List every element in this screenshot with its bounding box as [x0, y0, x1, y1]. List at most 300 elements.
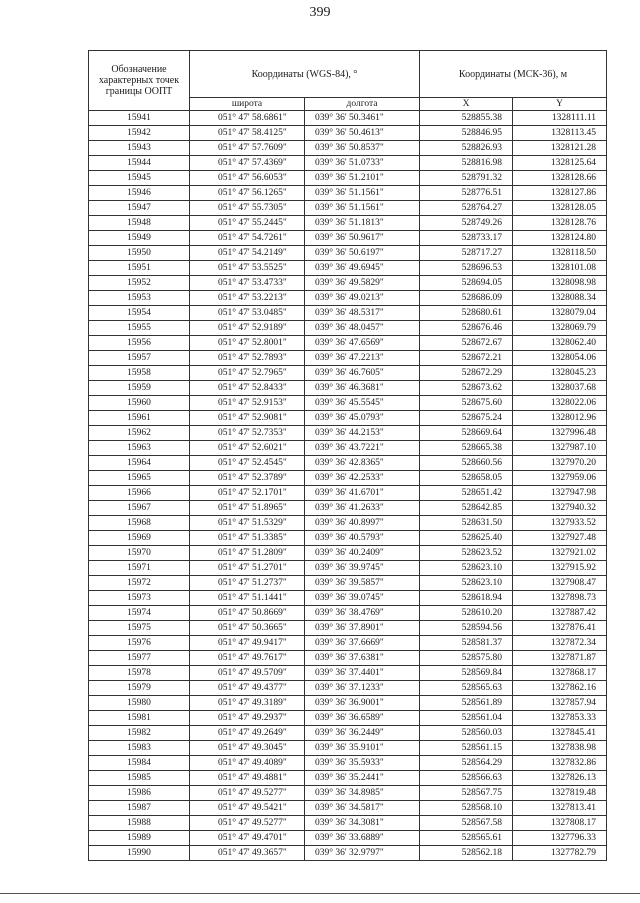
table-row: [89, 591, 607, 606]
page-number: 399: [309, 5, 331, 20]
y-cell: 1328128.05: [513, 201, 607, 216]
x-cell: 528658.05: [420, 471, 513, 486]
point-id-cell: 15964: [89, 456, 190, 471]
designation-column-header: Обозначение характерных точек границы ООПТ: [89, 51, 190, 111]
longitude-cell: 039° 36' 47.2213": [305, 351, 420, 366]
table-row: [89, 831, 607, 846]
y-cell: 1327862.16: [513, 681, 607, 696]
latitude-cell: 051° 47' 51.1441": [190, 591, 305, 606]
table-row: [89, 756, 607, 771]
point-id-cell: 15943: [89, 141, 190, 156]
table-row: [89, 606, 607, 621]
y-cell: 1327871.87: [513, 651, 607, 666]
x-cell: 528561.15: [420, 741, 513, 756]
table-row: [89, 336, 607, 351]
longitude-cell: 039° 36' 51.1561": [305, 201, 420, 216]
table-header: [89, 51, 607, 111]
latitude-subheader: широта: [190, 98, 305, 111]
longitude-cell: 039° 36' 50.4613": [305, 126, 420, 141]
table-row: [89, 426, 607, 441]
longitude-cell: 039° 36' 50.3461": [305, 111, 420, 126]
table-row: [89, 651, 607, 666]
latitude-cell: 051° 47' 51.3385": [190, 531, 305, 546]
longitude-cell: 039° 36' 42.8365": [305, 456, 420, 471]
y-cell: 1327970.20: [513, 456, 607, 471]
latitude-cell: 051° 47' 49.9417": [190, 636, 305, 651]
y-cell: 1328128.76: [513, 216, 607, 231]
y-cell: 1327887.42: [513, 606, 607, 621]
x-cell: 528717.27: [420, 246, 513, 261]
latitude-cell: 051° 47' 56.6053": [190, 171, 305, 186]
y-cell: 1327845.41: [513, 726, 607, 741]
x-cell: 528631.50: [420, 516, 513, 531]
y-cell: 1327796.33: [513, 831, 607, 846]
longitude-cell: 039° 36' 36.2449": [305, 726, 420, 741]
y-cell: 1328062.40: [513, 336, 607, 351]
point-id-cell: 15957: [89, 351, 190, 366]
table-row: [89, 681, 607, 696]
point-id-cell: 15976: [89, 636, 190, 651]
table-row: [89, 141, 607, 156]
latitude-cell: 051° 47' 51.2737": [190, 576, 305, 591]
longitude-cell: 039° 36' 46.7605": [305, 366, 420, 381]
y-cell: 1328111.11: [513, 111, 607, 126]
x-cell: 528594.56: [420, 621, 513, 636]
longitude-cell: 039° 36' 37.4401": [305, 666, 420, 681]
point-id-cell: 15970: [89, 546, 190, 561]
x-cell: 528567.75: [420, 786, 513, 801]
table-row: [89, 201, 607, 216]
longitude-cell: 039° 36' 50.9617": [305, 231, 420, 246]
y-cell: 1327819.48: [513, 786, 607, 801]
longitude-cell: 039° 36' 37.6381": [305, 651, 420, 666]
point-id-cell: 15984: [89, 756, 190, 771]
table-row: [89, 501, 607, 516]
x-cell: 528676.46: [420, 321, 513, 336]
point-id-cell: 15990: [89, 846, 190, 861]
latitude-cell: 051° 47' 49.5421": [190, 801, 305, 816]
y-cell: 1327872.34: [513, 636, 607, 651]
longitude-cell: 039° 36' 39.0745": [305, 591, 420, 606]
point-id-cell: 15969: [89, 531, 190, 546]
table-row: [89, 396, 607, 411]
table-row: [89, 696, 607, 711]
table-row: [89, 846, 607, 861]
latitude-cell: 051° 47' 49.7617": [190, 651, 305, 666]
table-row: [89, 291, 607, 306]
longitude-cell: 039° 36' 47.6569": [305, 336, 420, 351]
longitude-cell: 039° 36' 49.0213": [305, 291, 420, 306]
table-row: [89, 456, 607, 471]
point-id-cell: 15958: [89, 366, 190, 381]
point-id-cell: 15987: [89, 801, 190, 816]
point-id-cell: 15973: [89, 591, 190, 606]
latitude-cell: 051° 47' 49.5709": [190, 666, 305, 681]
latitude-cell: 051° 47' 52.8001": [190, 336, 305, 351]
x-cell: 528675.60: [420, 396, 513, 411]
x-cell: 528696.53: [420, 261, 513, 276]
y-cell: 1327808.17: [513, 816, 607, 831]
table-row: [89, 576, 607, 591]
x-cell: 528846.95: [420, 126, 513, 141]
point-id-cell: 15960: [89, 396, 190, 411]
longitude-cell: 039° 36' 32.9797": [305, 846, 420, 861]
latitude-cell: 051° 47' 49.5277": [190, 786, 305, 801]
y-cell: 1328098.98: [513, 276, 607, 291]
x-cell: 528672.29: [420, 366, 513, 381]
latitude-cell: 051° 47' 49.5277": [190, 816, 305, 831]
latitude-cell: 051° 47' 52.9189": [190, 321, 305, 336]
table-row: [89, 306, 607, 321]
longitude-cell: 039° 36' 51.0733": [305, 156, 420, 171]
x-cell: 528749.26: [420, 216, 513, 231]
point-id-cell: 15944: [89, 156, 190, 171]
y-cell: 1328012.96: [513, 411, 607, 426]
longitude-cell: 039° 36' 34.3081": [305, 816, 420, 831]
longitude-cell: 039° 36' 48.5317": [305, 306, 420, 321]
y-cell: 1328101.08: [513, 261, 607, 276]
table-row: [89, 471, 607, 486]
y-cell: 1328121.28: [513, 141, 607, 156]
point-id-cell: 15971: [89, 561, 190, 576]
table-row: [89, 711, 607, 726]
longitude-cell: 039° 36' 40.2409": [305, 546, 420, 561]
y-cell: 1327832.86: [513, 756, 607, 771]
longitude-cell: 039° 36' 41.2633": [305, 501, 420, 516]
point-id-cell: 15988: [89, 816, 190, 831]
latitude-cell: 051° 47' 55.7305": [190, 201, 305, 216]
longitude-cell: 039° 36' 35.9101": [305, 741, 420, 756]
longitude-cell: 039° 36' 40.8997": [305, 516, 420, 531]
x-cell: 528560.03: [420, 726, 513, 741]
point-id-cell: 15949: [89, 231, 190, 246]
latitude-cell: 051° 47' 51.2809": [190, 546, 305, 561]
y-cell: 1327959.06: [513, 471, 607, 486]
latitude-cell: 051° 47' 52.9153": [190, 396, 305, 411]
coordinates-table: [88, 50, 607, 861]
msk36-column-header: Координаты (МСК-36), м: [420, 51, 607, 98]
latitude-cell: 051° 47' 52.6021": [190, 441, 305, 456]
latitude-cell: 051° 47' 52.9081": [190, 411, 305, 426]
longitude-cell: 039° 36' 38.4769": [305, 606, 420, 621]
point-id-cell: 15956: [89, 336, 190, 351]
table-row: [89, 411, 607, 426]
latitude-cell: 051° 47' 52.7353": [190, 426, 305, 441]
table-row: [89, 261, 607, 276]
x-cell: 528675.24: [420, 411, 513, 426]
y-cell: 1327987.10: [513, 441, 607, 456]
y-subheader: Y: [513, 98, 607, 111]
table-row: [89, 246, 607, 261]
table-row: [89, 216, 607, 231]
longitude-cell: 039° 36' 39.9745": [305, 561, 420, 576]
table-row: [89, 321, 607, 336]
longitude-cell: 039° 36' 34.5817": [305, 801, 420, 816]
x-cell: 528610.20: [420, 606, 513, 621]
longitude-cell: 039° 36' 35.2441": [305, 771, 420, 786]
y-cell: 1327947.98: [513, 486, 607, 501]
y-cell: 1328022.06: [513, 396, 607, 411]
point-id-cell: 15951: [89, 261, 190, 276]
longitude-subheader: долгота: [305, 98, 420, 111]
latitude-cell: 051° 47' 49.2937": [190, 711, 305, 726]
longitude-cell: 039° 36' 37.6669": [305, 636, 420, 651]
longitude-cell: 039° 36' 34.8985": [305, 786, 420, 801]
latitude-cell: 051° 47' 49.3189": [190, 696, 305, 711]
latitude-cell: 051° 47' 52.1701": [190, 486, 305, 501]
x-cell: 528672.21: [420, 351, 513, 366]
longitude-cell: 039° 36' 45.5545": [305, 396, 420, 411]
point-id-cell: 15966: [89, 486, 190, 501]
x-cell: 528673.62: [420, 381, 513, 396]
longitude-cell: 039° 36' 48.0457": [305, 321, 420, 336]
x-cell: 528826.93: [420, 141, 513, 156]
x-cell: 528581.37: [420, 636, 513, 651]
x-cell: 528651.42: [420, 486, 513, 501]
table-row: [89, 741, 607, 756]
longitude-cell: 039° 36' 51.2101": [305, 171, 420, 186]
latitude-cell: 051° 47' 49.3657": [190, 846, 305, 861]
point-id-cell: 15974: [89, 606, 190, 621]
point-id-cell: 15954: [89, 306, 190, 321]
point-id-cell: 15986: [89, 786, 190, 801]
x-cell: 528694.05: [420, 276, 513, 291]
x-cell: 528791.32: [420, 171, 513, 186]
latitude-cell: 051° 47' 54.2149": [190, 246, 305, 261]
table-row: [89, 186, 607, 201]
x-cell: 528660.56: [420, 456, 513, 471]
latitude-cell: 051° 47' 49.4377": [190, 681, 305, 696]
x-cell: 528618.94: [420, 591, 513, 606]
point-id-cell: 15972: [89, 576, 190, 591]
latitude-cell: 051° 47' 57.7609": [190, 141, 305, 156]
coordinates-table-container: [88, 50, 607, 861]
x-cell: 528561.89: [420, 696, 513, 711]
latitude-cell: 051° 47' 58.4125": [190, 126, 305, 141]
x-cell: 528562.18: [420, 846, 513, 861]
y-cell: 1328045.23: [513, 366, 607, 381]
point-id-cell: 15982: [89, 726, 190, 741]
y-cell: 1327868.17: [513, 666, 607, 681]
y-cell: 1327908.47: [513, 576, 607, 591]
y-cell: 1327921.02: [513, 546, 607, 561]
table-row: [89, 726, 607, 741]
point-id-cell: 15945: [89, 171, 190, 186]
x-cell: 528623.52: [420, 546, 513, 561]
y-cell: 1328128.66: [513, 171, 607, 186]
point-id-cell: 15977: [89, 651, 190, 666]
longitude-cell: 039° 36' 41.6701": [305, 486, 420, 501]
point-id-cell: 15965: [89, 471, 190, 486]
y-cell: 1328113.45: [513, 126, 607, 141]
longitude-cell: 039° 36' 45.0793": [305, 411, 420, 426]
point-id-cell: 15981: [89, 711, 190, 726]
longitude-cell: 039° 36' 35.5933": [305, 756, 420, 771]
table-row: [89, 156, 607, 171]
table-row: [89, 441, 607, 456]
point-id-cell: 15962: [89, 426, 190, 441]
latitude-cell: 051° 47' 52.3789": [190, 471, 305, 486]
table-row: [89, 381, 607, 396]
x-subheader: X: [420, 98, 513, 111]
y-cell: 1327927.48: [513, 531, 607, 546]
latitude-cell: 051° 47' 52.4545": [190, 456, 305, 471]
point-id-cell: 15963: [89, 441, 190, 456]
y-cell: 1328118.50: [513, 246, 607, 261]
x-cell: 528672.67: [420, 336, 513, 351]
table-row: [89, 771, 607, 786]
x-cell: 528575.80: [420, 651, 513, 666]
table-row: [89, 276, 607, 291]
x-cell: 528669.64: [420, 426, 513, 441]
longitude-cell: 039° 36' 40.5793": [305, 531, 420, 546]
table-row: [89, 531, 607, 546]
latitude-cell: 051° 47' 50.8669": [190, 606, 305, 621]
point-id-cell: 15959: [89, 381, 190, 396]
longitude-cell: 039° 36' 49.5829": [305, 276, 420, 291]
latitude-cell: 051° 47' 53.4733": [190, 276, 305, 291]
longitude-cell: 039° 36' 49.6945": [305, 261, 420, 276]
y-cell: 1328125.64: [513, 156, 607, 171]
table-header-row: [89, 51, 607, 98]
latitude-cell: 051° 47' 55.2445": [190, 216, 305, 231]
latitude-cell: 051° 47' 53.0485": [190, 306, 305, 321]
point-id-cell: 15975: [89, 621, 190, 636]
point-id-cell: 15947: [89, 201, 190, 216]
longitude-cell: 039° 36' 33.6889": [305, 831, 420, 846]
latitude-cell: 051° 47' 52.7893": [190, 351, 305, 366]
x-cell: 528816.98: [420, 156, 513, 171]
longitude-cell: 039° 36' 44.2153": [305, 426, 420, 441]
latitude-cell: 051° 47' 52.8433": [190, 381, 305, 396]
longitude-cell: 039° 36' 50.8537": [305, 141, 420, 156]
y-cell: 1328069.79: [513, 321, 607, 336]
point-id-cell: 15950: [89, 246, 190, 261]
table-row: [89, 231, 607, 246]
point-id-cell: 15952: [89, 276, 190, 291]
longitude-cell: 039° 36' 51.1813": [305, 216, 420, 231]
latitude-cell: 051° 47' 56.1265": [190, 186, 305, 201]
table-row: [89, 171, 607, 186]
x-cell: 528568.10: [420, 801, 513, 816]
x-cell: 528565.63: [420, 681, 513, 696]
latitude-cell: 051° 47' 49.3045": [190, 741, 305, 756]
table-row: [89, 486, 607, 501]
point-id-cell: 15942: [89, 126, 190, 141]
longitude-cell: 039° 36' 37.8901": [305, 621, 420, 636]
latitude-cell: 051° 47' 53.2213": [190, 291, 305, 306]
table-row: [89, 111, 607, 126]
point-id-cell: 15961: [89, 411, 190, 426]
x-cell: 528665.38: [420, 441, 513, 456]
x-cell: 528564.29: [420, 756, 513, 771]
x-cell: 528567.58: [420, 816, 513, 831]
point-id-cell: 15946: [89, 186, 190, 201]
y-cell: 1327826.13: [513, 771, 607, 786]
x-cell: 528569.84: [420, 666, 513, 681]
point-id-cell: 15979: [89, 681, 190, 696]
y-cell: 1327898.73: [513, 591, 607, 606]
table-row: [89, 636, 607, 651]
table-row: [89, 816, 607, 831]
latitude-cell: 051° 47' 49.4881": [190, 771, 305, 786]
table-row: [89, 351, 607, 366]
y-cell: 1327996.48: [513, 426, 607, 441]
x-cell: 528561.04: [420, 711, 513, 726]
y-cell: 1327782.79: [513, 846, 607, 861]
y-cell: 1327876.41: [513, 621, 607, 636]
latitude-cell: 051° 47' 58.6861": [190, 111, 305, 126]
y-cell: 1328088.34: [513, 291, 607, 306]
longitude-cell: 039° 36' 43.7221": [305, 441, 420, 456]
point-id-cell: 15989: [89, 831, 190, 846]
table-row: [89, 366, 607, 381]
y-cell: 1327853.33: [513, 711, 607, 726]
x-cell: 528623.10: [420, 576, 513, 591]
longitude-cell: 039° 36' 39.5857": [305, 576, 420, 591]
x-cell: 528566.63: [420, 771, 513, 786]
table-row: [89, 621, 607, 636]
latitude-cell: 051° 47' 49.4701": [190, 831, 305, 846]
latitude-cell: 051° 47' 54.7261": [190, 231, 305, 246]
longitude-cell: 039° 36' 37.1233": [305, 681, 420, 696]
bottom-rule: [0, 893, 640, 894]
latitude-cell: 051° 47' 53.5525": [190, 261, 305, 276]
point-id-cell: 15983: [89, 741, 190, 756]
point-id-cell: 15980: [89, 696, 190, 711]
y-cell: 1328124.80: [513, 231, 607, 246]
latitude-cell: 051° 47' 52.7965": [190, 366, 305, 381]
point-id-cell: 15985: [89, 771, 190, 786]
longitude-cell: 039° 36' 36.6589": [305, 711, 420, 726]
point-id-cell: 15953: [89, 291, 190, 306]
y-cell: 1328079.04: [513, 306, 607, 321]
point-id-cell: 15978: [89, 666, 190, 681]
latitude-cell: 051° 47' 51.5329": [190, 516, 305, 531]
longitude-cell: 039° 36' 46.3681": [305, 381, 420, 396]
x-cell: 528776.51: [420, 186, 513, 201]
table-body: [89, 111, 607, 861]
x-cell: 528733.17: [420, 231, 513, 246]
latitude-cell: 051° 47' 57.4369": [190, 156, 305, 171]
x-cell: 528565.61: [420, 831, 513, 846]
latitude-cell: 051° 47' 51.2701": [190, 561, 305, 576]
point-id-cell: 15955: [89, 321, 190, 336]
latitude-cell: 051° 47' 49.2649": [190, 726, 305, 741]
latitude-cell: 051° 47' 51.8965": [190, 501, 305, 516]
x-cell: 528642.85: [420, 501, 513, 516]
latitude-cell: 051° 47' 49.4089": [190, 756, 305, 771]
longitude-cell: 039° 36' 50.6197": [305, 246, 420, 261]
latitude-cell: 051° 47' 50.3665": [190, 621, 305, 636]
point-id-cell: 15948: [89, 216, 190, 231]
table-row: [89, 126, 607, 141]
y-cell: 1327838.98: [513, 741, 607, 756]
y-cell: 1327813.41: [513, 801, 607, 816]
x-cell: 528680.61: [420, 306, 513, 321]
point-id-cell: 15968: [89, 516, 190, 531]
table-row: [89, 546, 607, 561]
x-cell: 528764.27: [420, 201, 513, 216]
longitude-cell: 039° 36' 42.2533": [305, 471, 420, 486]
y-cell: 1328037.68: [513, 381, 607, 396]
table-row: [89, 801, 607, 816]
y-cell: 1328054.06: [513, 351, 607, 366]
point-id-cell: 15941: [89, 111, 190, 126]
longitude-cell: 039° 36' 51.1561": [305, 186, 420, 201]
y-cell: 1327915.92: [513, 561, 607, 576]
x-cell: 528623.10: [420, 561, 513, 576]
